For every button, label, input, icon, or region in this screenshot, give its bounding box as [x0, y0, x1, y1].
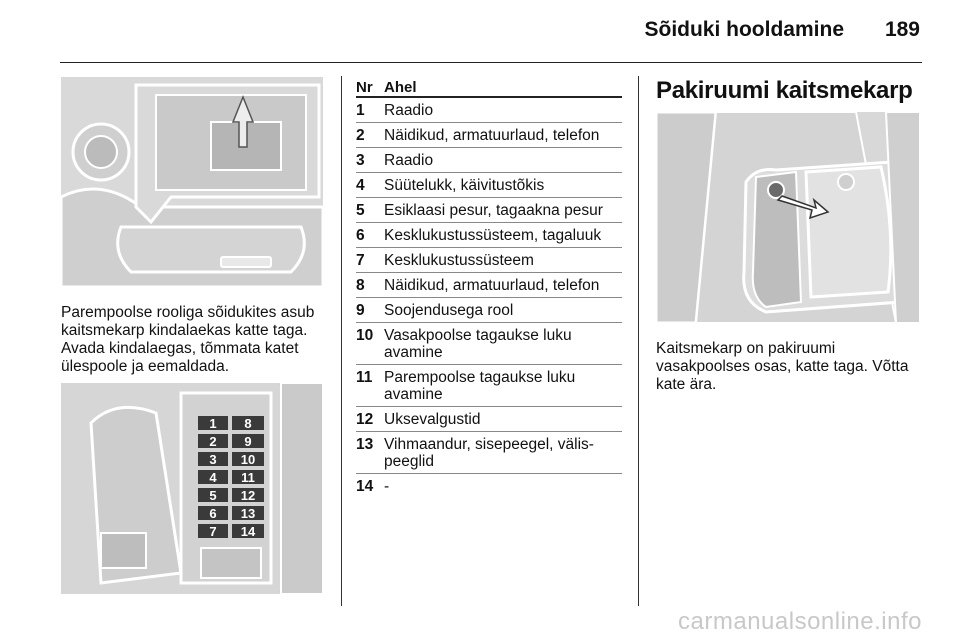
fuse-label: 12 — [240, 488, 256, 503]
header-nr: Nr — [356, 79, 373, 96]
row-nr: 10 — [356, 327, 374, 344]
fuse-label: 6 — [209, 506, 217, 521]
running-header-title: Sõiduki hooldamine — [644, 18, 844, 41]
row-text: Näidikud, armatuurlaud, telefon — [384, 127, 600, 144]
row-nr: 4 — [356, 177, 365, 194]
table-row — [356, 198, 622, 223]
page-number: 189 — [884, 18, 920, 41]
row-text: Vasakpoolse tagaukse luku avamine — [384, 327, 572, 361]
row-nr: 7 — [356, 252, 365, 269]
row-nr: 3 — [356, 152, 365, 169]
section-title: Pakiruumi kaitsmekarp — [656, 77, 913, 104]
fuse-label: 7 — [209, 524, 217, 539]
column-divider-1 — [341, 76, 342, 606]
row-text: Uksevalgustid — [384, 411, 481, 428]
fuse-label: 5 — [209, 488, 217, 503]
row-text: Esiklaasi pesur, tagaakna pesur — [384, 202, 603, 219]
fuse-label: 11 — [241, 470, 255, 485]
fusebox-illustration — [61, 383, 323, 594]
glovebox-illustration — [61, 77, 323, 287]
row-text: Kesklukustussüsteem, tagaluuk — [384, 227, 602, 244]
watermark: carmanualsonline.info — [678, 608, 922, 635]
table-row — [356, 223, 622, 248]
column-divider-2 — [638, 76, 639, 606]
fuse-label: 1 — [209, 416, 217, 431]
table-row — [356, 148, 622, 173]
row-nr: 14 — [356, 478, 374, 495]
table-row — [356, 407, 622, 432]
trunk-fusebox-illustration — [656, 112, 920, 323]
fuse-table — [356, 79, 622, 498]
fuse-label: 9 — [244, 434, 252, 449]
table-row — [356, 474, 622, 498]
row-text: Raadio — [384, 152, 434, 169]
table-row — [356, 123, 622, 148]
header-circuit: Ahel — [384, 79, 417, 96]
row-nr: 5 — [356, 202, 365, 219]
row-nr: 8 — [356, 277, 365, 294]
fuse-label: 8 — [244, 416, 252, 431]
fuse-label: 3 — [209, 452, 217, 467]
table-row — [356, 323, 622, 365]
table-row — [356, 365, 622, 407]
glovebox-paragraph: Parempoolse rooliga sõidukites asub kaitsmekarp kindalaekas katte taga. Avada kindalaegas, tõmmata katet ülespoole ja eemaldada. — [61, 304, 315, 375]
table-row — [356, 173, 622, 198]
fuse-label: 10 — [240, 452, 256, 467]
row-text: Süütelukk, käivitustõkis — [384, 177, 545, 194]
glovebox-drawing — [61, 77, 323, 287]
row-nr: 1 — [356, 102, 365, 119]
table-row — [356, 298, 622, 323]
row-nr: 13 — [356, 436, 374, 453]
fuse-label: 4 — [209, 470, 217, 485]
table-row — [356, 432, 622, 474]
row-text: Kesklukustussüsteem — [384, 252, 534, 269]
row-nr: 9 — [356, 302, 365, 319]
row-nr: 12 — [356, 411, 374, 428]
table-row — [356, 273, 622, 298]
fuse-label: 2 — [209, 434, 217, 449]
fusebox-drawing — [61, 383, 323, 594]
table-row — [356, 98, 622, 123]
row-text: Parempoolse tagaukse luku avamine — [384, 369, 576, 403]
row-text: Soojendusega rool — [384, 302, 514, 319]
row-text: Näidikud, armatuurlaud, telefon — [384, 277, 600, 294]
trunk-paragraph: Kaitsmekarp on pakiruumi vasakpoolses osas, katte taga. Võtta kate ära. — [656, 340, 909, 393]
row-text: - — [384, 478, 390, 495]
header-rule — [60, 62, 922, 63]
fuse-label: 14 — [240, 524, 256, 539]
row-nr: 2 — [356, 127, 365, 144]
row-text: Vihmaandur, sisepeegel, välis-peeglid — [384, 436, 594, 470]
fuse-label: 13 — [240, 506, 256, 521]
row-nr: 6 — [356, 227, 365, 244]
row-nr: 11 — [356, 369, 373, 386]
fuse-table-header — [356, 79, 622, 98]
row-text: Raadio — [384, 102, 434, 119]
trunk-drawing — [656, 112, 920, 323]
table-row — [356, 248, 622, 273]
